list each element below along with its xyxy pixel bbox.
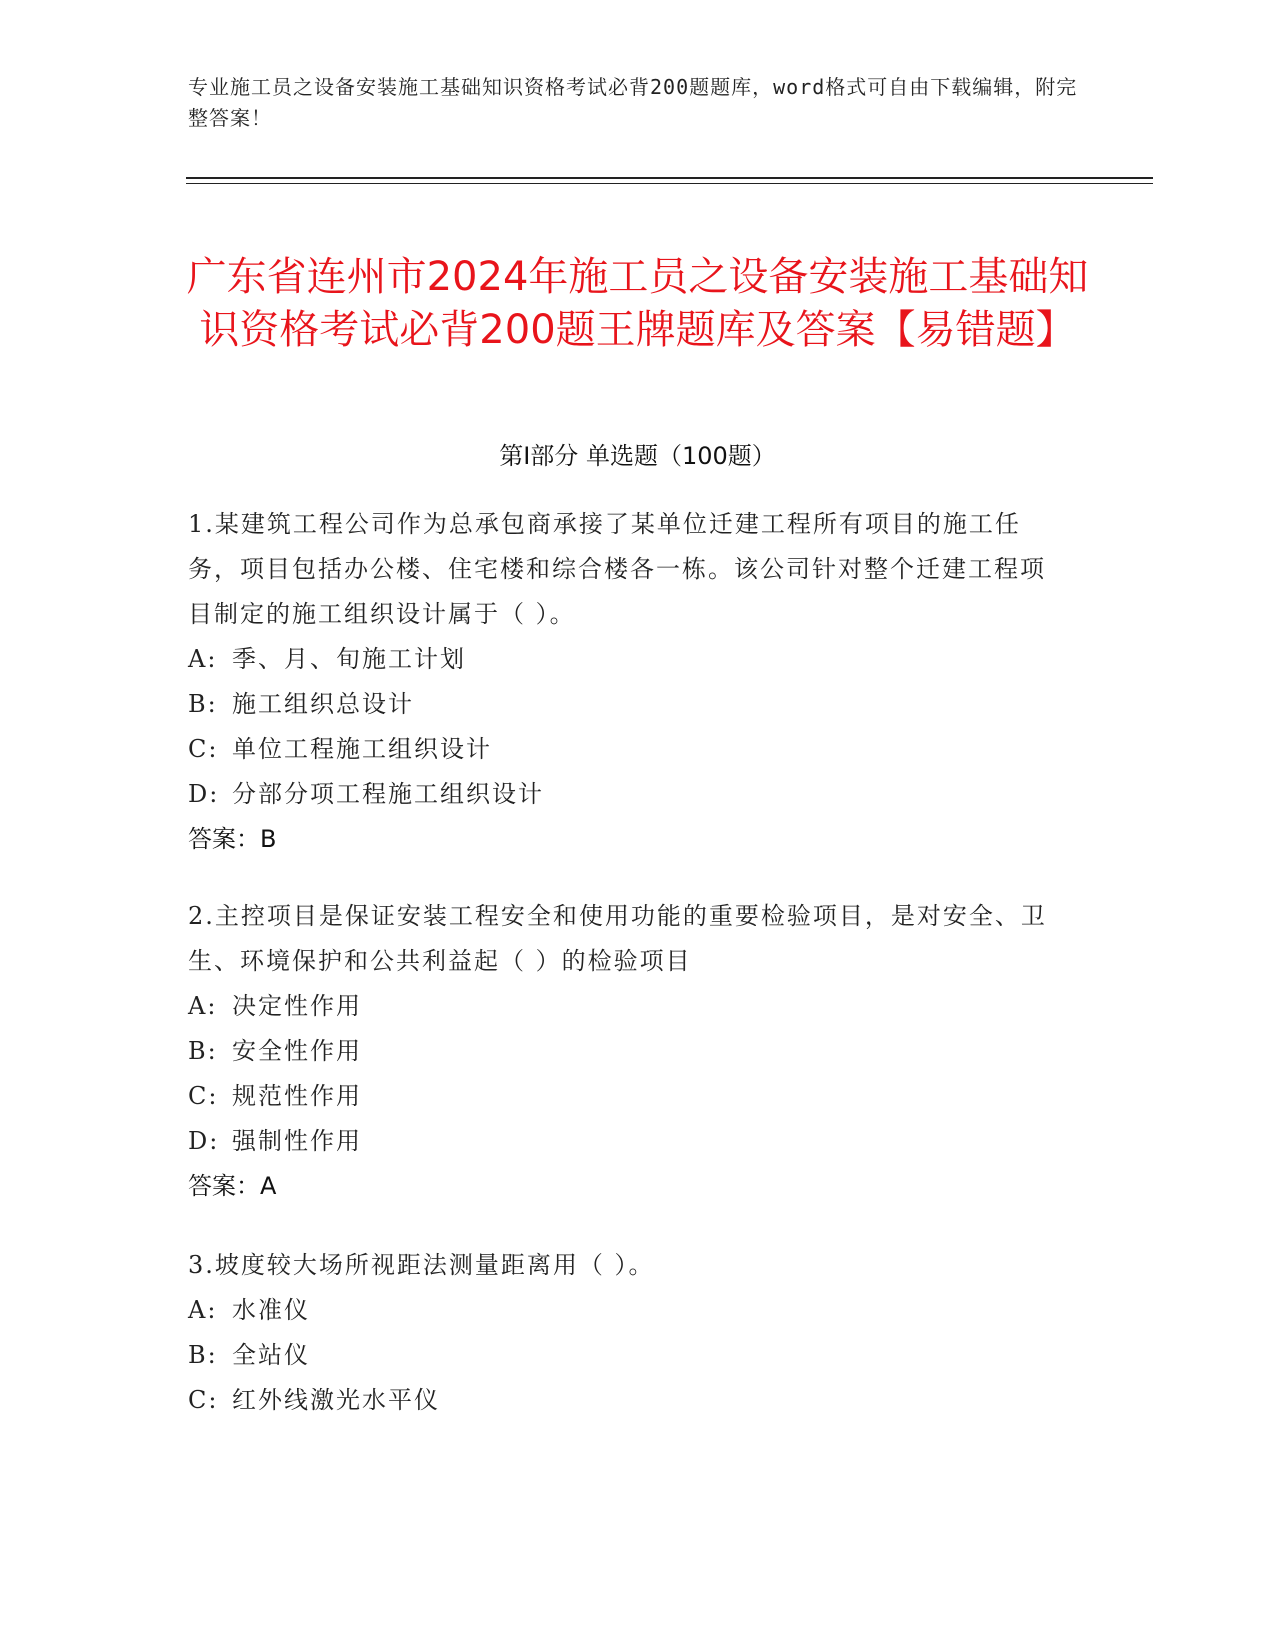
option-text: 全站仪 [232, 1341, 310, 1369]
option-b [188, 1029, 1068, 1074]
option-letter: A: [188, 645, 218, 673]
option-text: 强制性作用 [232, 1127, 362, 1155]
option-text: 分部分项工程施工组织设计 [232, 780, 544, 808]
option-text: 水准仪 [232, 1296, 310, 1324]
option-text: 施工组织总设计 [232, 690, 414, 718]
option-letter: C: [188, 1386, 219, 1414]
answer-line [188, 1164, 1068, 1209]
header-divider-thick [186, 177, 1153, 179]
option-letter: B: [188, 1341, 218, 1369]
option-b [188, 682, 1068, 727]
section-heading: 第I部分 单选题（100题） [499, 442, 776, 470]
option-letter: A: [188, 992, 218, 1020]
header-note: 专业施工员之设备安装施工基础知识资格考试必背200题题库，word格式可自由下载编辑，附完整答案！ [188, 75, 1078, 130]
question-3 [188, 1243, 1068, 1423]
option-a [188, 1288, 1068, 1333]
option-c [188, 727, 1068, 772]
answer-prefix: 答案： [188, 1172, 260, 1200]
option-text: 单位工程施工组织设计 [232, 735, 492, 763]
option-c [188, 1378, 1068, 1423]
header-divider-thin [186, 183, 1153, 184]
option-letter: D: [188, 780, 220, 808]
answer-prefix: 答案： [188, 825, 260, 853]
option-text: 决定性作用 [232, 992, 362, 1020]
option-b [188, 1333, 1068, 1378]
question-stem: 2.主控项目是保证安装工程安全和使用功能的重要检验项目，是对安全、卫生、环境保护和公共利益起（ ）的检验项目 [188, 902, 1047, 975]
option-text: 安全性作用 [232, 1037, 362, 1065]
option-letter: D: [188, 1127, 220, 1155]
option-letter: B: [188, 690, 218, 718]
question-1 [188, 502, 1068, 862]
option-d [188, 772, 1068, 817]
question-stem: 3.坡度较大场所视距法测量距离用（ ）。 [188, 1251, 655, 1279]
option-letter: A: [188, 1296, 218, 1324]
option-text: 季、月、旬施工计划 [232, 645, 466, 673]
option-letter: C: [188, 735, 219, 763]
option-letter: B: [188, 1037, 218, 1065]
answer-line [188, 817, 1068, 862]
option-text: 红外线激光水平仪 [232, 1386, 440, 1414]
option-c [188, 1074, 1068, 1119]
question-stem: 1.某建筑工程公司作为总承包商承接了某单位迁建工程所有项目的施工任务，项目包括办公楼、住宅楼和综合楼各一栋。该公司针对整个迁建工程项目制定的施工组织设计属于（ ）。 [188, 510, 1046, 628]
option-a [188, 984, 1068, 1029]
option-text: 规范性作用 [232, 1082, 362, 1110]
answer-value: B [260, 825, 277, 853]
option-letter: C: [188, 1082, 219, 1110]
answer-value: A [260, 1172, 277, 1200]
document-title: 广东省连州市2024年施工员之设备安装施工基础知识资格考试必背200题王牌题库及答案【易错题】 [186, 253, 1089, 353]
option-a [188, 637, 1068, 682]
option-d [188, 1119, 1068, 1164]
question-2 [188, 894, 1068, 1209]
